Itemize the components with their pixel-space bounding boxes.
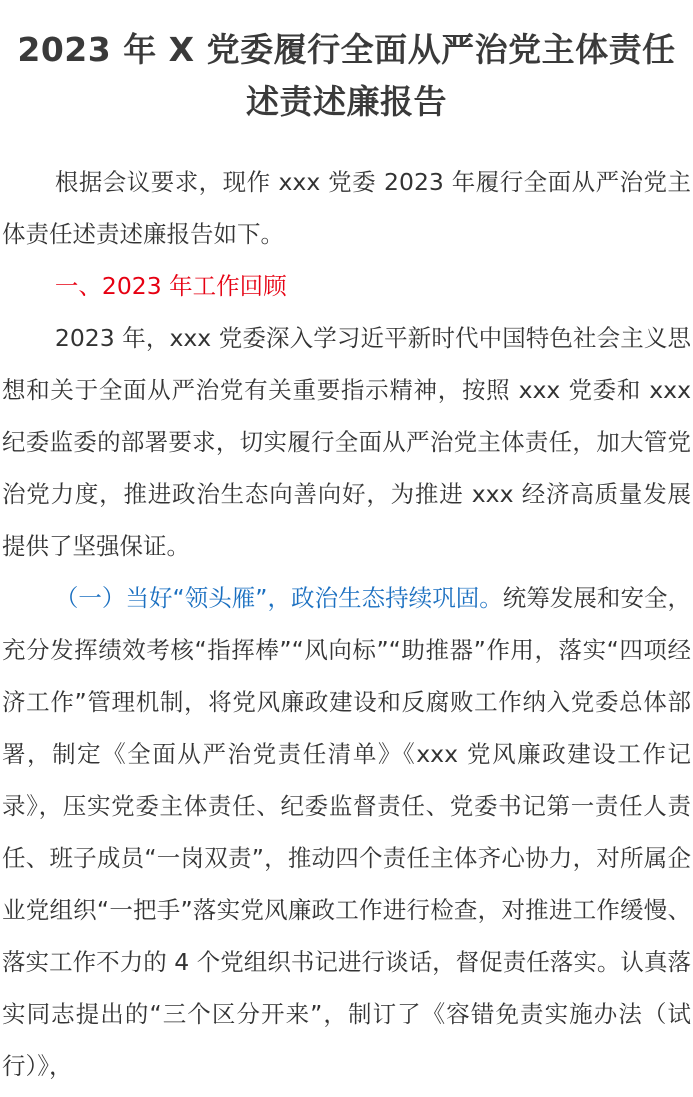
section-heading-work-review: 一、2023 年工作回顾 bbox=[54, 272, 287, 300]
title-line-1: 2023 年 X 党委履行全面从严治党主体责任 bbox=[17, 30, 676, 69]
subsection-heading-lead-goose: （一）当好“领头雁”，政治生态持续巩固。 bbox=[54, 584, 503, 612]
document-body bbox=[0, 156, 693, 1092]
subsection-body-text: 统筹发展和安全，充分发挥绩效考核“指挥棒”“风向标”“助推器”作用，落实“四项经济工作”管理机制，将党风廉政建设和反腐败工作纳入党委总体部署，制定《全面从严治党责任清单》《xxx 党风廉政建设工作记录》，压实党委主体责任、纪委监督责任、党委书记第一责任人责任、班子成员“一岗双责”，推动四个责任主体齐心协力，对所属企业党组织“一把手”落实党风廉政工作进行检查，对推进工作缓慢、落实工作不力的 4 个党组织书记进行谈话，督促责任落实。认真落实同志提出的“三个区分开来”，制订了《容错免责实施办法（试行）》， bbox=[2, 584, 691, 1080]
intro-paragraph: 根据会议要求，现作 xxx 党委 2023 年履行全面从严治党主体责任述责述廉报告如下。 bbox=[2, 168, 691, 248]
document-title bbox=[0, 0, 693, 128]
title-line-2: 述责述廉报告 bbox=[246, 82, 447, 121]
work-review-paragraph: 2023 年，xxx 党委深入学习近平新时代中国特色社会主义思想和关于全面从严治党有关重要指示精神，按照 xxx 党委和 xxx 纪委监委的部署要求，切实履行全面从严治党主体责任，加大管党治党力度，推进政治生态向善向好，为推进 xxx 经济高质量发展提供了坚强保证。 bbox=[2, 324, 691, 560]
subsection-paragraph bbox=[2, 572, 691, 1092]
